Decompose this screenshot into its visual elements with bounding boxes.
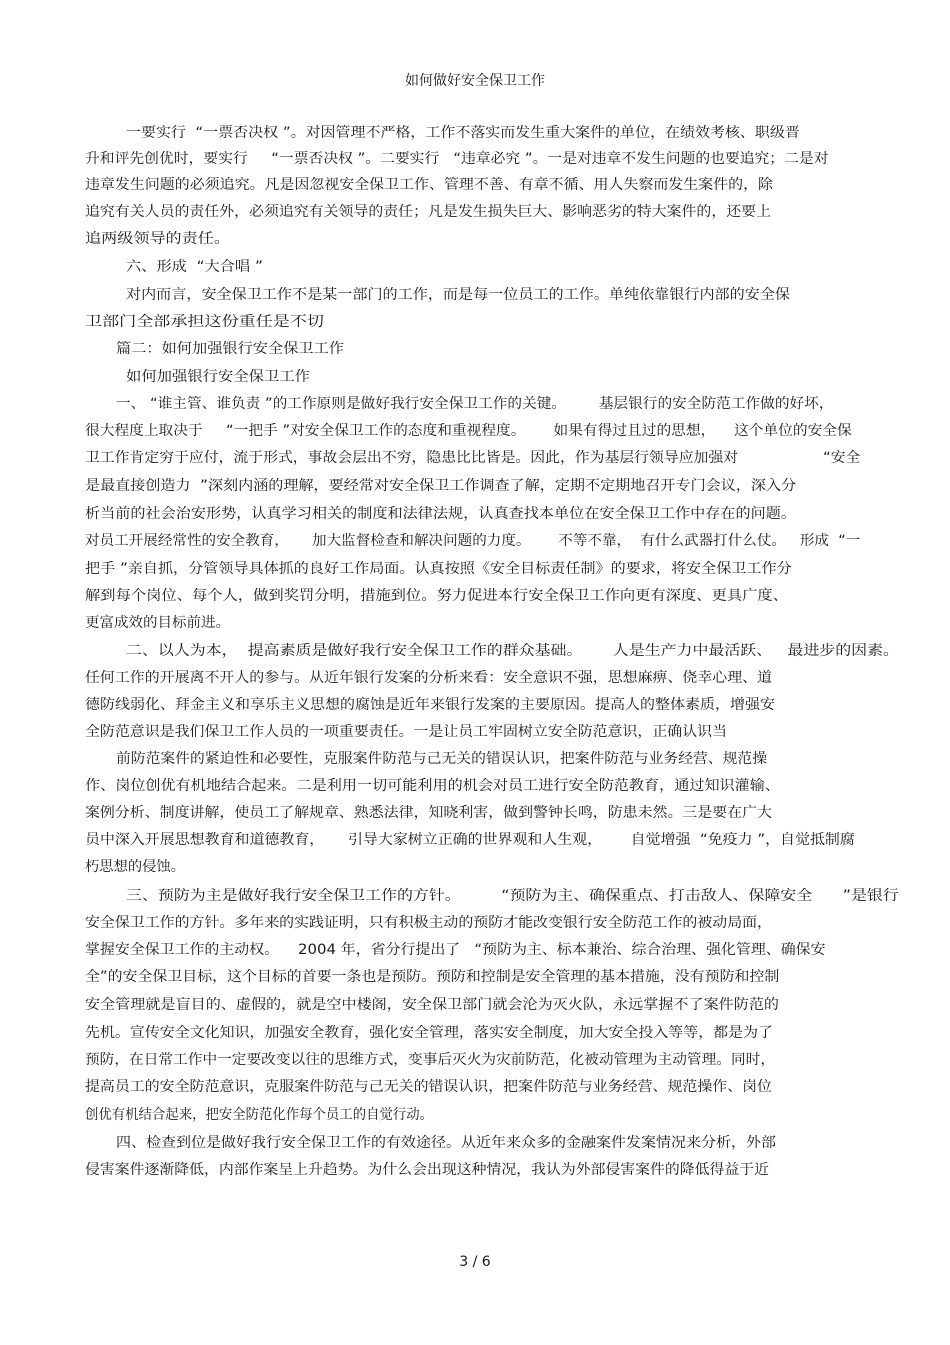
paragraph-line: 解到每个岗位、每个人，做到奖罚分明，措施到位。努力促进本行安全保卫工作向更有深度、更具广度、 <box>85 588 789 604</box>
paragraph-line: 安全管理就是盲目的、虚假的，就是空中楼阁，安全保卫部门就会沦为灭火队，永远掌握不了案件防范的 <box>85 997 779 1013</box>
paragraph-line: 全防范意识是我们保卫工作人员的一项重要责任。一是让员工牢固树立安全防范意识，正确认识当 <box>85 724 727 740</box>
paragraph-line: 德防线弱化、拜金主义和享乐主义思想的腐蚀是近年来银行发案的主要原因。提高人的整体素质，增强安 <box>85 697 775 713</box>
paragraph-line: 追两级领导的责任。 <box>85 231 230 247</box>
paragraph-line: 如何加强银行安全保卫工作 <box>126 369 310 385</box>
paragraph-line: 全”的安全保卫目标，这个目标的首要一条也是预防。预防和控制是安全管理的基本措施，没有预防和控制 <box>85 969 780 985</box>
paragraph-line: 析当前的社会治安形势，认真学习相关的制度和法律法规，认真查找本单位在安全保卫工作中存在的问题。 <box>85 506 796 522</box>
paragraph-line: 很大程度上取决于 “一把手 ”对安全保卫工作的态度和重视程度。 如果有得过且过的思想， 这个单位的安全保 <box>85 423 852 439</box>
paragraph-line: 违章发生问题的必须追究。凡是因忽视安全保卫工作、管理不善、有章不循、用人失察而发生案件的，除 <box>85 177 773 193</box>
paragraph-line: 朽思想的侵蚀。 <box>85 859 185 875</box>
paragraph-line: 把手 ”亲自抓，分管领导具体抓的良好工作局面。认真按照《安全目标责任制》的要求，将安全保卫工作分 <box>85 561 792 577</box>
paragraph-line: 是最直接创造力 ”深刻内涵的理解，要经常对安全保卫工作调查了解，定期不定期地召开专门会议，深入分 <box>85 478 797 494</box>
paragraph-line: 前防范案件的紧迫性和必要性，克服案件防范与己无关的错误认识，把案件防范与业务经营、规范操 <box>116 751 767 767</box>
paragraph-line: 四、检查到位是做好我行安全保卫工作的有效途径。从近年来众多的金融案件发案情况来分析，外部 <box>116 1135 776 1151</box>
paragraph-line: 二、以人为本， 提高素质是做好我行安全保卫工作的群众基础。 人是生产力中最活跃、 最进步的因素。 <box>126 643 899 659</box>
paragraph-line: 提高员工的安全防范意识，克服案件防范与己无关的错误认识，把案件防范与业务经营、规范操作、岗位 <box>85 1079 772 1095</box>
paragraph-line: 升和评先创优时，要实行 “一票否决权 ”。二要实行 “违章必究 ”。一是对违章不发生问题的也要追究；二是对 <box>85 151 829 167</box>
paragraph-line: 六、形成 “大合唱 ” <box>126 259 263 275</box>
paragraph-line: 掌握安全保卫工作的主动权。 2004 年，省分行提出了 “预防为主、标本兼治、综合治理、强化管理、确保安 <box>85 942 826 958</box>
paragraph-line: 卫工作肯定穷于应付，流于形式，事故会层出不穷，隐患比比皆是。因此，作为基层行领导应加强对 “安全 <box>85 450 861 466</box>
paragraph-line: 一要实行 “一票否决权 ”。对因管理不严格，工作不落实而发生重大案件的单位，在绩效考核、职级晋 <box>126 125 800 141</box>
paragraph-line: 安全保卫工作的方针。多年来的实践证明，只有积极主动的预防才能改变银行安全防范工作的被动局面， <box>85 915 772 931</box>
paragraph-line: 预防，在日常工作中一定要改变以往的思维方式，变事后灭火为灾前防范，化被动管理为主动管理。同时， <box>85 1052 775 1068</box>
paragraph-line: 篇二：如何加强银行安全保卫工作 <box>116 341 344 357</box>
paragraph-line: 追究有关人员的责任外，必须追究有关领导的责任；凡是发生损失巨大、影响恶劣的特大案件的，还要上 <box>85 204 771 220</box>
paragraph-line: 员中深入开展思想教育和道德教育， 引导大家树立正确的世界观和人生观， 自觉增强 “免疫力 ”，自觉抵制腐 <box>85 832 855 848</box>
paragraph-line: 作、岗位创优有机地结合起来。二是利用一切可能利用的机会对员工进行安全防范教育，通过知识灌输、 <box>85 778 780 794</box>
document-title: 如何做好安全保卫工作 <box>405 73 545 89</box>
paragraph-line: 三、预防为主是做好我行安全保卫工作的方针。 “预防为主、确保重点、打击敌人、保障安全 ”是银行 <box>126 888 899 904</box>
paragraph-line: 案例分析、制度讲解，使员工了解规章、熟悉法律，知晓利害，做到警钟长鸣，防患未然。三是要在广大 <box>85 805 772 821</box>
page-number: 3 / 6 <box>459 1254 491 1270</box>
paragraph-line: 创优有机结合起来，把安全防范化作每个员工的自觉行动。 <box>85 1107 433 1123</box>
paragraph-line: 先机。宣传安全文化知识，加强安全教育，强化安全管理，落实安全制度，加大安全投入等等，都是为了 <box>85 1025 773 1041</box>
paragraph-line: 对内而言，安全保卫工作不是某一部门的工作，而是每一位员工的工作。单纯依靠银行内部的安全保 <box>126 287 790 303</box>
paragraph-line: 任何工作的开展离不开人的参与。从近年银行发案的分析来看：安全意识不强，思想麻痹、侥幸心理、道 <box>85 670 772 686</box>
paragraph-line: 对员工开展经常性的安全教育， 加大监督检查和解决问题的力度。 不等不靠， 有什么武器打什么仗。 形成 “一 <box>85 533 861 549</box>
paragraph-line: 一、 “谁主管、谁负责 ”的工作原则是做好我行安全保卫工作的关键。 基层银行的安全防范工作做的好坏， <box>116 396 834 412</box>
paragraph-line: 卫部门全部承担这份重任是不切 <box>85 314 324 330</box>
paragraph-line: 更富成效的目标前进。 <box>85 615 230 631</box>
paragraph-line: 侵害案件逐渐降低，内部作案呈上升趋势。为什么会出现这种情况，我认为外部侵害案件的降低得益于近 <box>85 1162 770 1178</box>
